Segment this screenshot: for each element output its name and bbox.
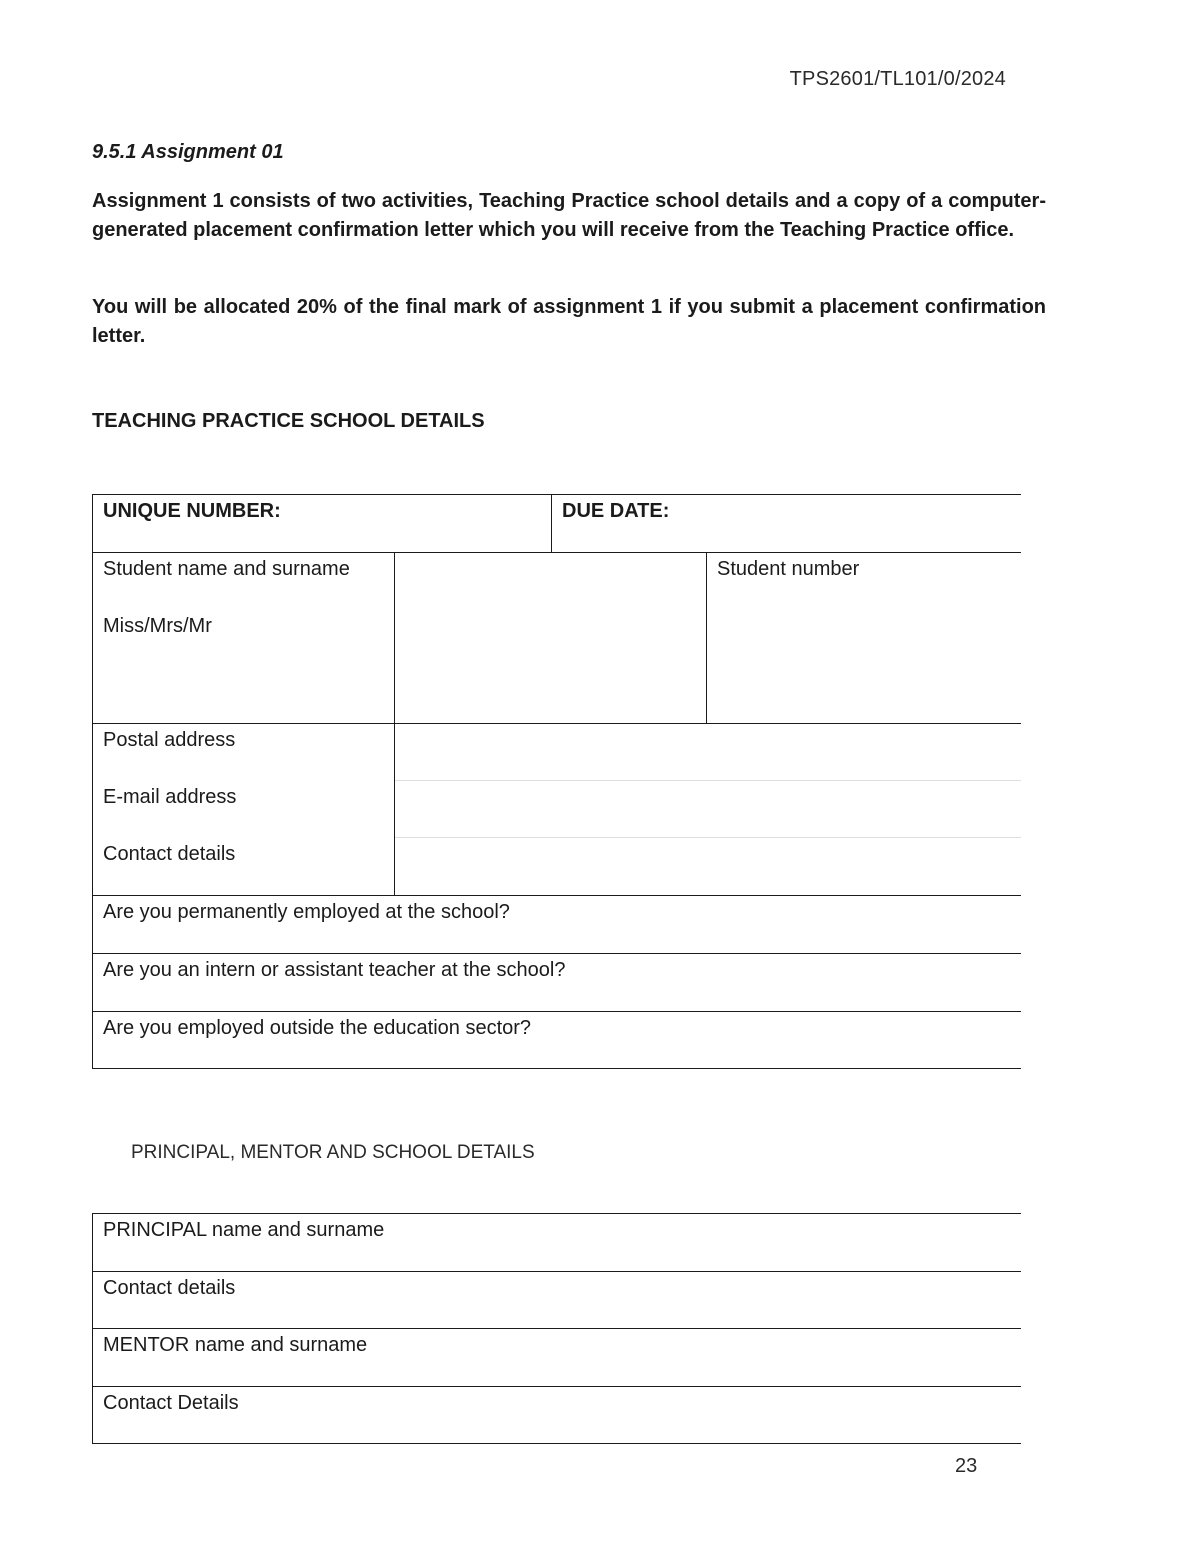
intern-question-cell[interactable]	[93, 954, 1021, 1012]
permanent-employment-question: Are you permanently employed at the school?	[103, 901, 510, 923]
student-number-cell[interactable]	[707, 553, 1021, 724]
table-row	[93, 1272, 1021, 1329]
email-address-label: E-mail address	[103, 786, 237, 808]
mentor-contact-cell[interactable]	[93, 1387, 1021, 1444]
school-details-title: TEACHING PRACTICE SCHOOL DETAILS	[92, 410, 485, 432]
document-code: TPS2601/TL101/0/2024	[789, 68, 1006, 90]
table-row	[93, 1387, 1021, 1444]
contact-details-label: Contact details	[103, 843, 236, 865]
principal-contact-cell[interactable]	[93, 1272, 1021, 1329]
page-number: 23	[955, 1455, 978, 1477]
table-row	[93, 553, 1021, 724]
student-name-field[interactable]	[395, 553, 707, 724]
permanent-employment-question-cell[interactable]	[93, 896, 1021, 954]
student-number-label: Student number	[717, 558, 860, 580]
principal-details-title: PRINCIPAL, MENTOR AND SCHOOL DETAILS	[131, 1142, 535, 1163]
due-date-label: DUE DATE:	[562, 500, 670, 522]
student-name-label: Student name and surname	[103, 558, 350, 580]
postal-address-field[interactable]	[395, 724, 1021, 781]
intern-question: Are you an intern or assistant teacher at the school?	[103, 959, 566, 981]
contact-fields-cell	[395, 724, 1021, 896]
table-row	[93, 1329, 1021, 1387]
principal-details-table	[92, 1213, 1021, 1444]
mentor-name-label: MENTOR name and surname	[103, 1334, 368, 1356]
outside-education-question-cell[interactable]	[93, 1012, 1021, 1069]
outside-education-question: Are you employed outside the education sector?	[103, 1017, 532, 1039]
section-heading: 9.5.1 Assignment 01	[92, 141, 284, 163]
school-details-table	[92, 494, 1021, 1069]
email-address-field[interactable]	[395, 781, 1021, 838]
table-row	[93, 954, 1021, 1012]
contact-details-field[interactable]	[395, 838, 1021, 895]
unique-number-cell[interactable]	[93, 495, 552, 553]
mentor-contact-label: Contact Details	[103, 1392, 239, 1414]
principal-name-cell[interactable]	[93, 1214, 1021, 1272]
principal-name-label: PRINCIPAL name and surname	[103, 1219, 385, 1241]
principal-contact-label: Contact details	[103, 1277, 236, 1299]
student-name-label-cell	[93, 553, 395, 724]
unique-number-label: UNIQUE NUMBER:	[103, 500, 281, 522]
due-date-cell[interactable]	[552, 495, 1021, 553]
table-row	[93, 724, 1021, 896]
postal-address-label: Postal address	[103, 729, 236, 751]
intro-paragraph: Assignment 1 consists of two activities, Teaching Practice school details and a copy of a computer-generated placement confirmation letter which you will receive from the Teaching Practice office.	[92, 190, 1046, 241]
table-row	[93, 495, 1021, 553]
table-row	[93, 896, 1021, 954]
allocation-paragraph: You will be allocated 20% of the final mark of assignment 1 if you submit a placement confirmation letter.	[92, 296, 1046, 347]
title-options-label: Miss/Mrs/Mr	[103, 615, 212, 637]
table-row	[93, 1214, 1021, 1272]
mentor-name-cell[interactable]	[93, 1329, 1021, 1387]
table-row	[93, 1012, 1021, 1069]
contact-labels-cell	[93, 724, 395, 896]
